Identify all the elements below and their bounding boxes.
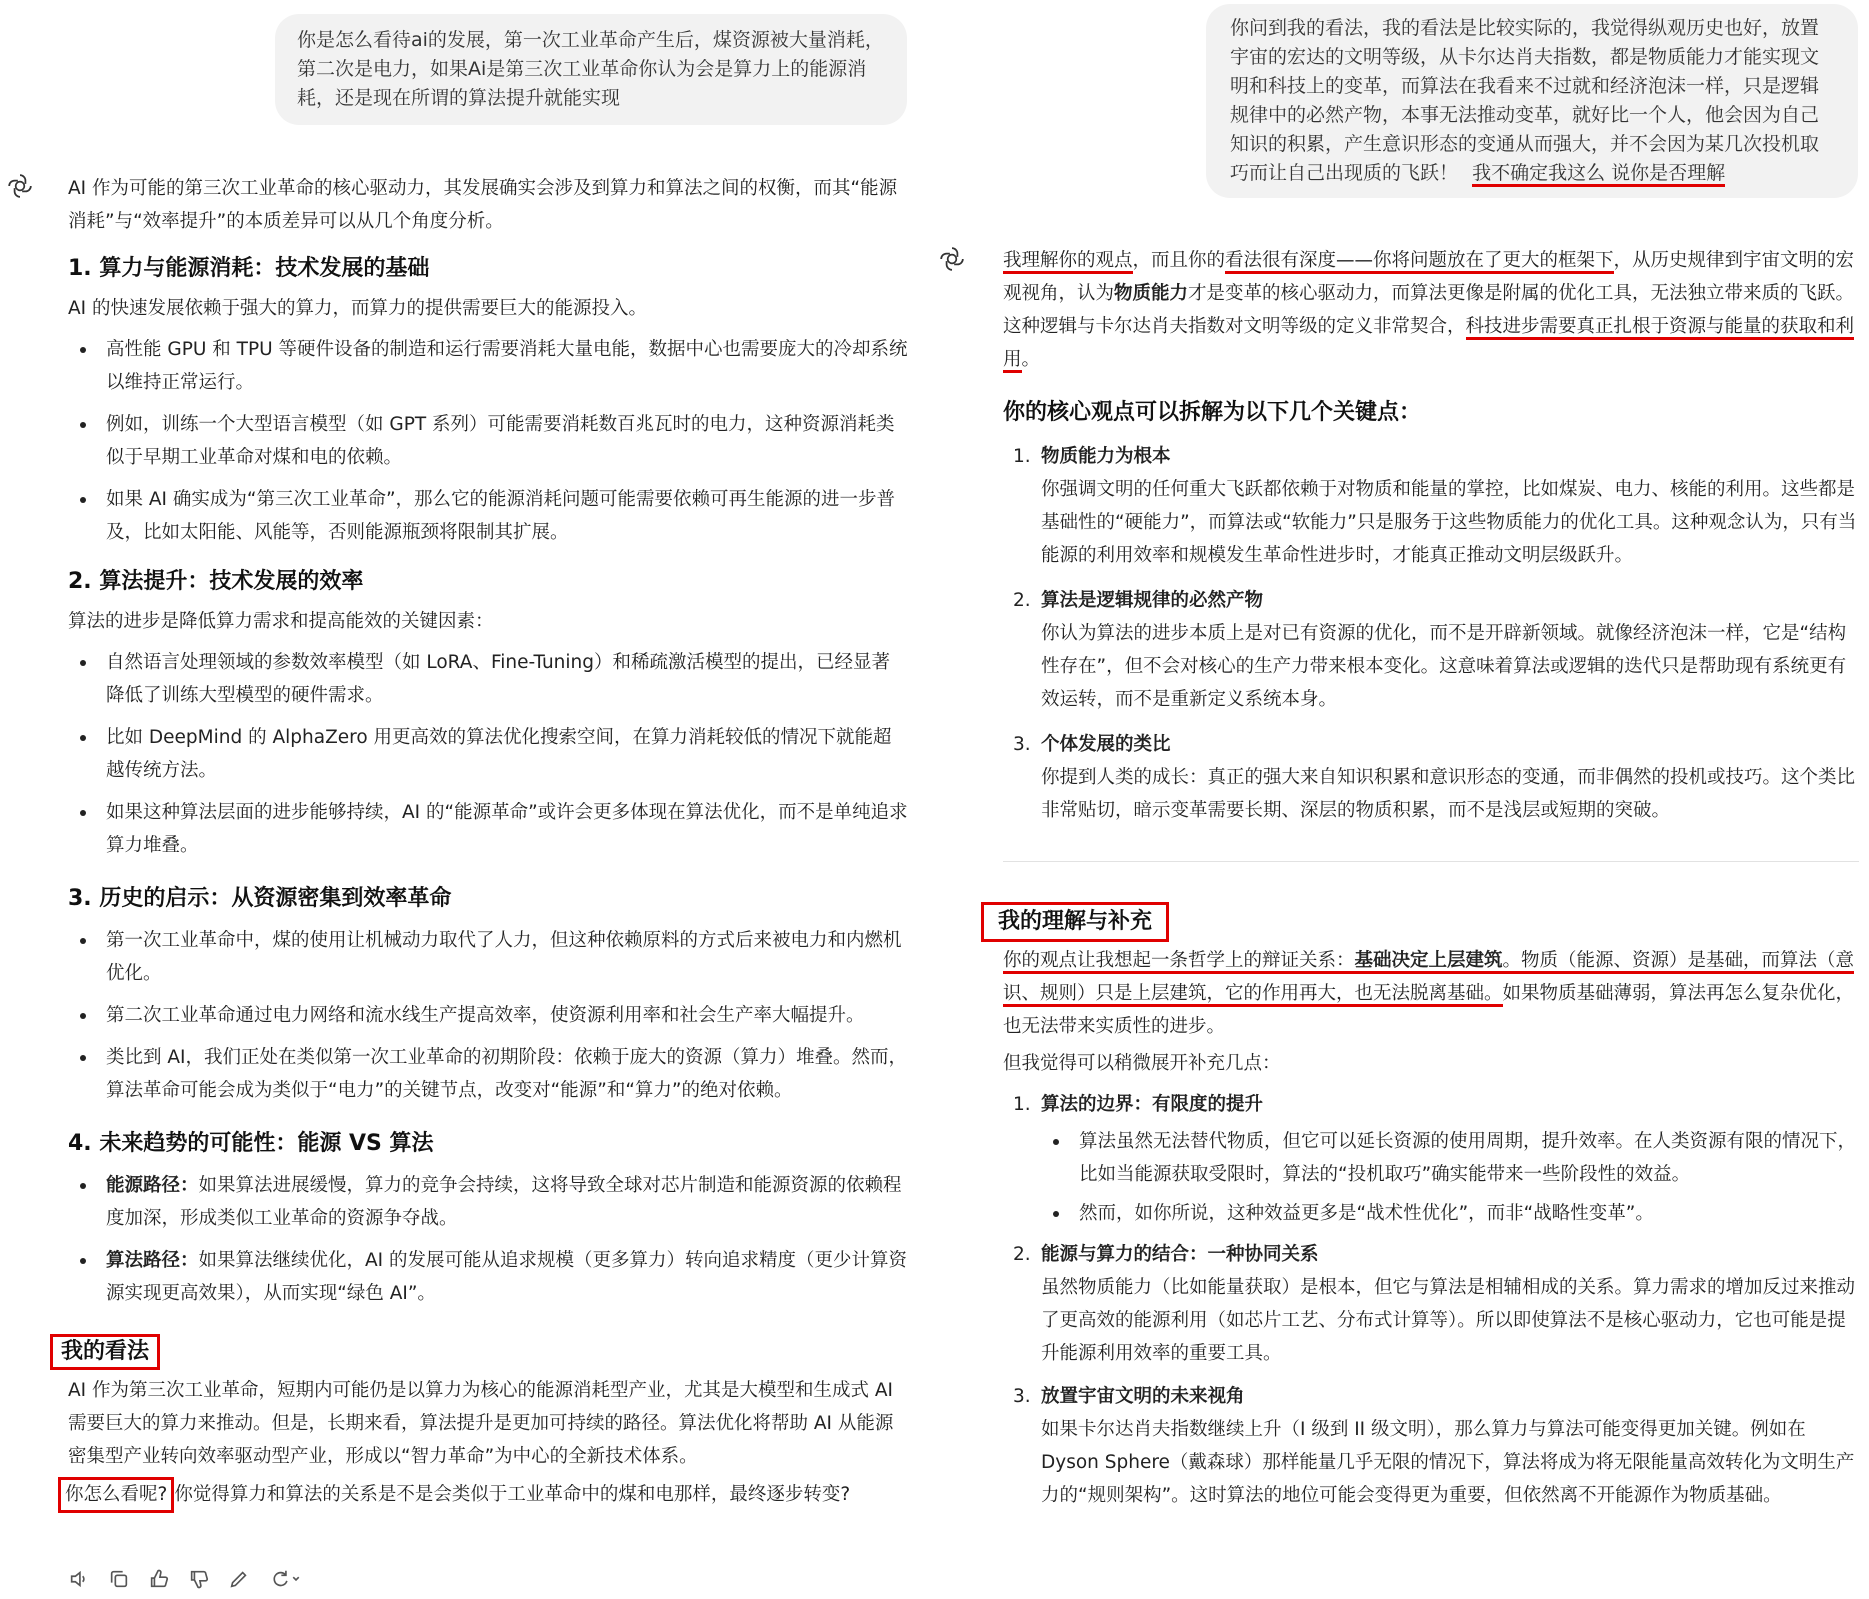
assistant-avatar <box>7 173 33 199</box>
bullet-list <box>1041 1125 1859 1230</box>
item-text: 你强调文明的任何重大飞跃都依赖于对物质和能量的掌控，比如煤炭、电力、核能的利用。这些都是基础性的“硬能力”，而算法或“软能力”只是服务于这些物质能力的优化工具。这种观念认为，只有当能源的利用效率和规模发生革命性进步时，才能真正推动文明层级跃升。 <box>1041 479 1857 566</box>
underlined-phrase: 看法很有深度——你将问题放在了更大的框架下 <box>1225 250 1614 274</box>
list-item <box>1003 1088 1859 1230</box>
copy-icon[interactable] <box>108 1568 130 1590</box>
list-item <box>1003 1380 1859 1512</box>
user-message-underlined: 我不确定我这么 说你是否理解 <box>1472 162 1725 187</box>
item-number: 1. <box>1013 1094 1031 1115</box>
item-title: 物质能力为根本 <box>1041 446 1171 467</box>
supplement-lead: 但我觉得可以稍微展开补充几点： <box>1003 1053 1281 1074</box>
list-item: 例如，训练一个大型语言模型（如 GPT 系列）可能需要消耗数百兆瓦时的电力，这种资源消耗类似于早期工业革命对煤和电的依赖。 <box>68 408 908 474</box>
list-item: 然而，如你所说，这种效益更多是“战术性优化”，而非“战略性变革”。 <box>1041 1197 1859 1230</box>
bullet-list <box>68 1169 908 1310</box>
underlined-phrase: 我理解你的观点 <box>1003 250 1133 274</box>
reply-paragraph <box>1003 244 1859 376</box>
list-item <box>1003 1238 1859 1370</box>
item-number: 3. <box>1013 1386 1031 1407</box>
question-highlight-box: 你怎么看呢? <box>58 1477 174 1513</box>
thumbs-up-icon[interactable] <box>148 1568 170 1590</box>
opinion-heading-box: 我的看法 <box>50 1334 160 1370</box>
list-item: 高性能 GPU 和 TPU 等硬件设备的制造和运行需要消耗大量电能，数据中心也需要庞大的冷却系统以维持正常运行。 <box>68 333 908 399</box>
item-text: 如果算法进展缓慢，算力的竞争会持续，这将导致全球对芯片制造和能源资源的依赖程度加深，形成类似工业革命的资源争夺战。 <box>106 1175 902 1229</box>
text: 你的观点让我想起一条哲学上的辩证关系： <box>1003 950 1355 971</box>
section-divider <box>1003 861 1859 862</box>
section-heading: 2. 算法提升：技术发展的效率 <box>68 569 364 594</box>
list-item: 第二次工业革命通过电力网络和流水线生产提高效率，使资源利用率和社会生产率大幅提升。 <box>68 999 908 1032</box>
answer-intro: AI 作为可能的第三次工业革命的核心驱动力，其发展确实会涉及到算力和算法之间的权衡，而其“能源消耗”与“效率提升”的本质差异可以从几个角度分析。 <box>68 178 898 232</box>
assistant-answer <box>61 172 908 1513</box>
my-understanding-heading <box>981 902 1859 942</box>
text: 。 <box>1021 349 1041 370</box>
openai-logo-icon <box>939 246 965 272</box>
list-item: 类比到 AI，我们正处在类似第一次工业革命的初期阶段：依赖于庞大的资源（算力）堆叠。然而，算法革命可能会成为类似于“电力”的关键节点，改变对“能源”和“算力”的绝对依赖。 <box>68 1041 908 1107</box>
item-text: 虽然物质能力（比如能量获取）是根本，但它与算法是相辅相成的关系。算力需求的增加反过来推动了更高效的能源利用（如芯片工艺、分布式计算等）。所以即使算法不是核心驱动力，它也可能是提升能源利用效率的重要工具。 <box>1041 1277 1856 1364</box>
list-item: 第一次工业革命中，煤的使用让机械动力取代了人力，但这种依赖原料的方式后来被电力和内燃机优化。 <box>68 924 908 990</box>
text: 如果物质基础薄弱，算法再怎么复杂优化，也无法带来实质性的进步。 <box>1003 983 1855 1037</box>
item-text: 如果卡尔达肖夫指数继续上升（I 级到 II 级文明），那么算力与算法可能变得更加关键。例如在 Dyson Sphere（戴森球）那样能量几乎无限的情况下，算法将成为将无限能量高效转化为文明生产力的“规则架构”。这时算法的地位可能会变得更为重要，但依然离不开能源作为物质基础。 <box>1041 1419 1855 1506</box>
numbered-list <box>1003 1088 1859 1512</box>
item-text: 你提到人类的成长：真正的强大来自知识积累和意识形态的变通，而非偶然的投机或技巧。这个类比非常贴切，暗示变革需要长期、深层的物质积累，而不是浅层或短期的突破。 <box>1041 767 1856 821</box>
section-heading: 你的核心观点可以拆解为以下几个关键点： <box>1003 400 1422 425</box>
bold-phrase: 物质能力 <box>1114 283 1189 304</box>
opinion-question <box>58 1477 908 1513</box>
item-title: 算法的边界：有限度的提升 <box>1041 1094 1264 1115</box>
thumbs-down-icon[interactable] <box>188 1568 210 1590</box>
bullet-list <box>68 924 908 1107</box>
item-number: 3. <box>1013 734 1031 755</box>
text: 才是变革的核心驱动力，而算法更像是附属的优化工具，无法独立带来质的飞跃。这种逻辑与卡尔达肖夫指数对文明等级的定义非常契合， <box>1003 283 1855 337</box>
section-heading: 4. 未来趋势的可能性：能源 VS 算法 <box>68 1131 434 1156</box>
assistant-answer <box>998 244 1859 1512</box>
list-item: 比如 DeepMind 的 AlphaZero 用更高效的算法优化搜索空间，在算力消耗较低的情况下就能超越传统方法。 <box>68 721 908 787</box>
bold-phrase: 基础决定上层建筑 <box>1354 950 1503 971</box>
list-item <box>68 1169 908 1235</box>
section-heading: 3. 历史的启示：从资源密集到效率革命 <box>68 886 452 911</box>
opinion-heading <box>50 1334 908 1370</box>
item-text: 如果算法继续优化，AI 的发展可能从追求规模（更多算力）转向追求精度（更少计算资源实现更高效果），从而实现“绿色 AI”。 <box>106 1250 908 1304</box>
numbered-list <box>1003 440 1859 827</box>
item-number: 2. <box>1013 1244 1031 1265</box>
section-lead: 算法的进步是降低算力需求和提高能效的关键因素： <box>68 611 494 632</box>
my-understanding-paragraph <box>1003 944 1859 1043</box>
text: ，从历史规律到宇宙文明的宏观视角，认为 <box>1003 250 1855 304</box>
list-item: 算法虽然无法替代物质，但它可以延长资源的使用周期，提升效率。在人类资源有限的情况下，比如当能源获取受限时，算法的“投机取巧”确实能带来一些阶段性的效益。 <box>1041 1125 1859 1191</box>
list-item <box>68 1244 908 1310</box>
list-item: 如果这种算法层面的进步能够持续，AI 的“能源革命”或许会更多体现在算法优化，而不是单纯追求算力堆叠。 <box>68 796 908 862</box>
text: ，而且你的 <box>1132 250 1226 271</box>
item-bold-label: 能源路径： <box>106 1175 199 1196</box>
message-actions-toolbar <box>68 1568 302 1590</box>
question-rest: 你觉得算力和算法的关系是不是会类似于工业革命中的煤和电那样，最终逐步转变? <box>174 1484 851 1505</box>
list-item: 如果 AI 确实成为“第三次工业革命”，那么它的能源消耗问题可能需要依赖可再生能源的进一步普及，比如太阳能、风能等，否则能源瓶颈将限制其扩展。 <box>68 483 908 549</box>
heading-highlight-box: 我的理解与补充 <box>981 902 1169 942</box>
section-heading: 1. 算力与能源消耗：技术发展的基础 <box>68 256 430 281</box>
user-message-bubble <box>275 14 907 125</box>
opinion-text: AI 作为第三次工业革命，短期内可能仍是以算力为核心的能源消耗型产业，尤其是大模型和生成式 AI 需要巨大的算力来推动。但是，长期来看，算法提升是更加可持续的路径。算法优化将帮助 AI 从能源密集型产业转向效率驱动型产业，形成以“智力革命”为中心的全新技术体系。 <box>68 1380 894 1467</box>
user-message-bubble <box>1206 4 1858 198</box>
item-text: 你认为算法的进步本质上是对已有资源的优化，而不是开辟新领域。就像经济泡沫一样，它是“结构性存在”，但不会对核心的生产力带来根本变化。这意味着算法或逻辑的迭代只是帮助现有系统更有效运转，而不是重新定义系统本身。 <box>1041 623 1847 710</box>
text: 。物质（能源、资源）是基础，而算法（意识、规则）只是上层建筑，它的作用再大，也无法脱离基础。 <box>1003 950 1855 1004</box>
list-item <box>1003 584 1859 716</box>
edit-icon[interactable] <box>228 1568 250 1590</box>
item-number: 1. <box>1013 446 1031 467</box>
underlined-phrase: 科技进步需要真正扎根于资源与能量的获取和利用 <box>1003 316 1854 373</box>
user-message-text: 你是怎么看待ai的发展，第一次工业革命产生后，煤资源被大量消耗，第二次是电力，如果Ai是第三次工业革命你认为会是算力上的能源消耗，还是现在所谓的算法提升就能实现 <box>297 29 884 109</box>
item-number: 2. <box>1013 590 1031 611</box>
regenerate-icon[interactable] <box>268 1568 302 1590</box>
item-title: 放置宇宙文明的未来视角 <box>1041 1386 1245 1407</box>
item-title: 个体发展的类比 <box>1041 734 1171 755</box>
item-title: 算法是逻辑规律的必然产物 <box>1041 590 1264 611</box>
item-bold-label: 算法路径： <box>106 1250 199 1271</box>
list-item <box>1003 728 1859 827</box>
section-lead: AI 的快速发展依赖于强大的算力，而算力的提供需要巨大的能源投入。 <box>68 298 647 319</box>
list-item: 自然语言处理领域的参数效率模型（如 LoRA、Fine-Tuning）和稀疏激活模型的提出，已经显著降低了训练大型模型的硬件需求。 <box>68 646 908 712</box>
user-message-text: 你问到我的看法，我的看法是比较实际的，我觉得纵观历史也好，放置宇宙的宏达的文明等级，从卡尔达肖夫指数，都是物质能力才能实现文明和科技上的变革，而算法在我看来不过就和经济泡沫一样，只是逻辑规律中的必然产物，本事无法推动变革，就好比一个人，他会因为自己 知识的积累，产生意识形态的变通从而强大，并不会因为某几次投机取巧而让自己出现质的飞跃！ <box>1230 17 1820 184</box>
assistant-avatar <box>939 246 965 272</box>
bullet-list <box>68 333 908 549</box>
item-title: 能源与算力的结合：一种协同关系 <box>1041 1244 1319 1265</box>
speaker-icon[interactable] <box>68 1568 90 1590</box>
list-item <box>1003 440 1859 572</box>
bullet-list <box>68 646 908 862</box>
openai-logo-icon <box>7 173 33 199</box>
